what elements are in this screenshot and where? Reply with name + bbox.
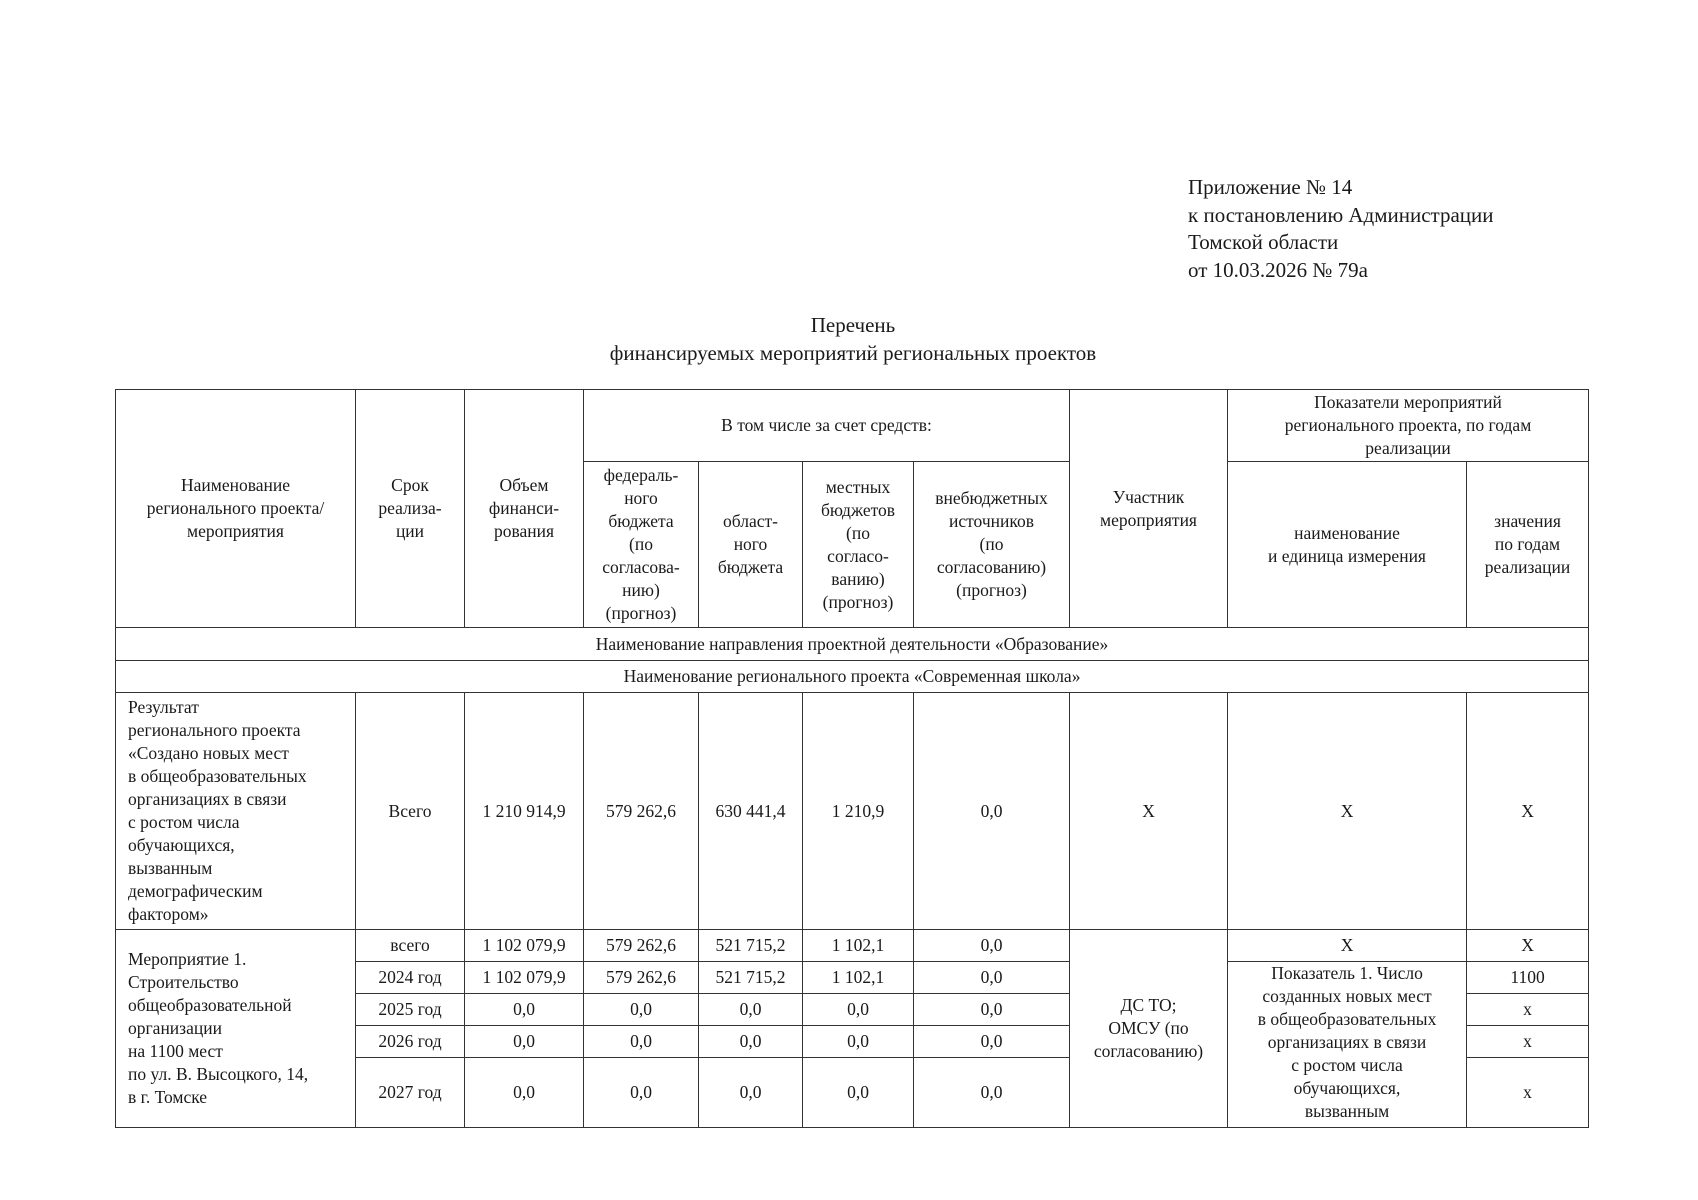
measure-volume: 0,0 bbox=[465, 1058, 584, 1128]
measure-extra: 0,0 bbox=[914, 962, 1070, 994]
projects-table bbox=[115, 389, 1589, 1128]
attachment-line: к постановлению Администрации bbox=[1188, 202, 1494, 227]
header-volume: Объем финанси- рования bbox=[465, 390, 584, 628]
result-volume: 1 210 914,9 bbox=[465, 693, 584, 930]
header-name: Наименование регионального проекта/ мероприятия bbox=[116, 390, 356, 628]
measure-extra: 0,0 bbox=[914, 1058, 1070, 1128]
title-line: финансируемых мероприятий региональных проектов bbox=[609, 341, 1097, 365]
result-extra: 0,0 bbox=[914, 693, 1070, 930]
result-federal: 579 262,6 bbox=[584, 693, 699, 930]
measure-volume: 0,0 bbox=[465, 1026, 584, 1058]
measure-extra: 0,0 bbox=[914, 1026, 1070, 1058]
measure-volume: 0,0 bbox=[465, 994, 584, 1026]
title-line: Перечень bbox=[810, 313, 896, 337]
header-indicators: Показатели мероприятий регионального проекта, по годам реализации bbox=[1228, 390, 1589, 462]
result-row bbox=[116, 693, 1589, 930]
measure-indicator-top-value: Х bbox=[1467, 930, 1589, 962]
measure-local: 0,0 bbox=[803, 994, 914, 1026]
result-indicator-value: Х bbox=[1467, 693, 1589, 930]
measure-indicator-text: Показатель 1. Число созданных новых мест в общеобразовательных организациях в связи с ростом числа обучающихся, вызванным bbox=[1228, 962, 1467, 1128]
measure-federal: 0,0 bbox=[584, 994, 699, 1026]
measure-period: всего bbox=[356, 930, 465, 962]
measure-period: 2024 год bbox=[356, 962, 465, 994]
attachment-line: Томской области bbox=[1188, 230, 1339, 254]
measure-federal: 0,0 bbox=[584, 1026, 699, 1058]
attachment-note bbox=[1188, 174, 1494, 284]
measure-period: 2026 год bbox=[356, 1026, 465, 1058]
result-name: Результат регионального проекта «Создано новых мест в общеобразовательных организациях в связи с ростом числа обучающихся, вызванным демографическим фактором» bbox=[116, 693, 356, 930]
project-row: Наименование регионального проекта «Современная школа» bbox=[116, 661, 1589, 693]
measure-federal: 0,0 bbox=[584, 1058, 699, 1128]
measure-extra: 0,0 bbox=[914, 930, 1070, 962]
measure-regional: 0,0 bbox=[699, 1058, 803, 1128]
measure-participant: ДС ТО; ОМСУ (по согласованию) bbox=[1070, 930, 1228, 1128]
measure-indicator-value: 1100 bbox=[1467, 962, 1589, 994]
measure-volume: 1 102 079,9 bbox=[465, 930, 584, 962]
measure-row bbox=[116, 930, 1589, 962]
document-title bbox=[0, 311, 1698, 367]
result-participant: Х bbox=[1070, 693, 1228, 930]
measure-local: 1 102,1 bbox=[803, 930, 914, 962]
result-local: 1 210,9 bbox=[803, 693, 914, 930]
measure-volume: 1 102 079,9 bbox=[465, 962, 584, 994]
header-federal: федераль- ного бюджета (по согласова- нию) (прогноз) bbox=[584, 462, 699, 628]
header-extra: внебюджетных источников (по согласованию) (прогноз) bbox=[914, 462, 1070, 628]
measure-indicator-top-name: Х bbox=[1228, 930, 1467, 962]
header-indicator-values: значения по годам реализации bbox=[1467, 462, 1589, 628]
measure-period: 2025 год bbox=[356, 994, 465, 1026]
measure-indicator-value: х bbox=[1467, 1058, 1589, 1128]
header-regional: област- ного бюджета bbox=[699, 462, 803, 628]
result-regional: 630 441,4 bbox=[699, 693, 803, 930]
measure-regional: 521 715,2 bbox=[699, 930, 803, 962]
measure-name: Мероприятие 1. Строительство общеобразовательной организации на 1100 мест по ул. В. Высоцкого, 14, в г. Томске bbox=[116, 930, 356, 1128]
header-incl-sources: В том числе за счет средств: bbox=[584, 390, 1070, 462]
measure-regional: 0,0 bbox=[699, 1026, 803, 1058]
measure-extra: 0,0 bbox=[914, 994, 1070, 1026]
direction-row: Наименование направления проектной деятельности «Образование» bbox=[116, 628, 1589, 661]
attachment-line: от 10.03.2026 № 79а bbox=[1188, 257, 1369, 282]
measure-indicator-value: х bbox=[1467, 994, 1589, 1026]
measure-regional: 0,0 bbox=[699, 994, 803, 1026]
result-period: Всего bbox=[356, 693, 465, 930]
measure-regional: 521 715,2 bbox=[699, 962, 803, 994]
measure-local: 0,0 bbox=[803, 1058, 914, 1128]
measure-period: 2027 год bbox=[356, 1058, 465, 1128]
measure-local: 1 102,1 bbox=[803, 962, 914, 994]
result-indicator-name: Х bbox=[1228, 693, 1467, 930]
measure-federal: 579 262,6 bbox=[584, 962, 699, 994]
measure-indicator-value: х bbox=[1467, 1026, 1589, 1058]
measure-federal: 579 262,6 bbox=[584, 930, 699, 962]
header-local: местных бюджетов (по согласо- ванию) (прогноз) bbox=[803, 462, 914, 628]
header-period: Срок реализа- ции bbox=[356, 390, 465, 628]
measure-local: 0,0 bbox=[803, 1026, 914, 1058]
header-indicator-name: наименование и единица измерения bbox=[1228, 462, 1467, 628]
header-participant: Участник мероприятия bbox=[1070, 390, 1228, 628]
attachment-line: Приложение № 14 bbox=[1188, 175, 1353, 199]
